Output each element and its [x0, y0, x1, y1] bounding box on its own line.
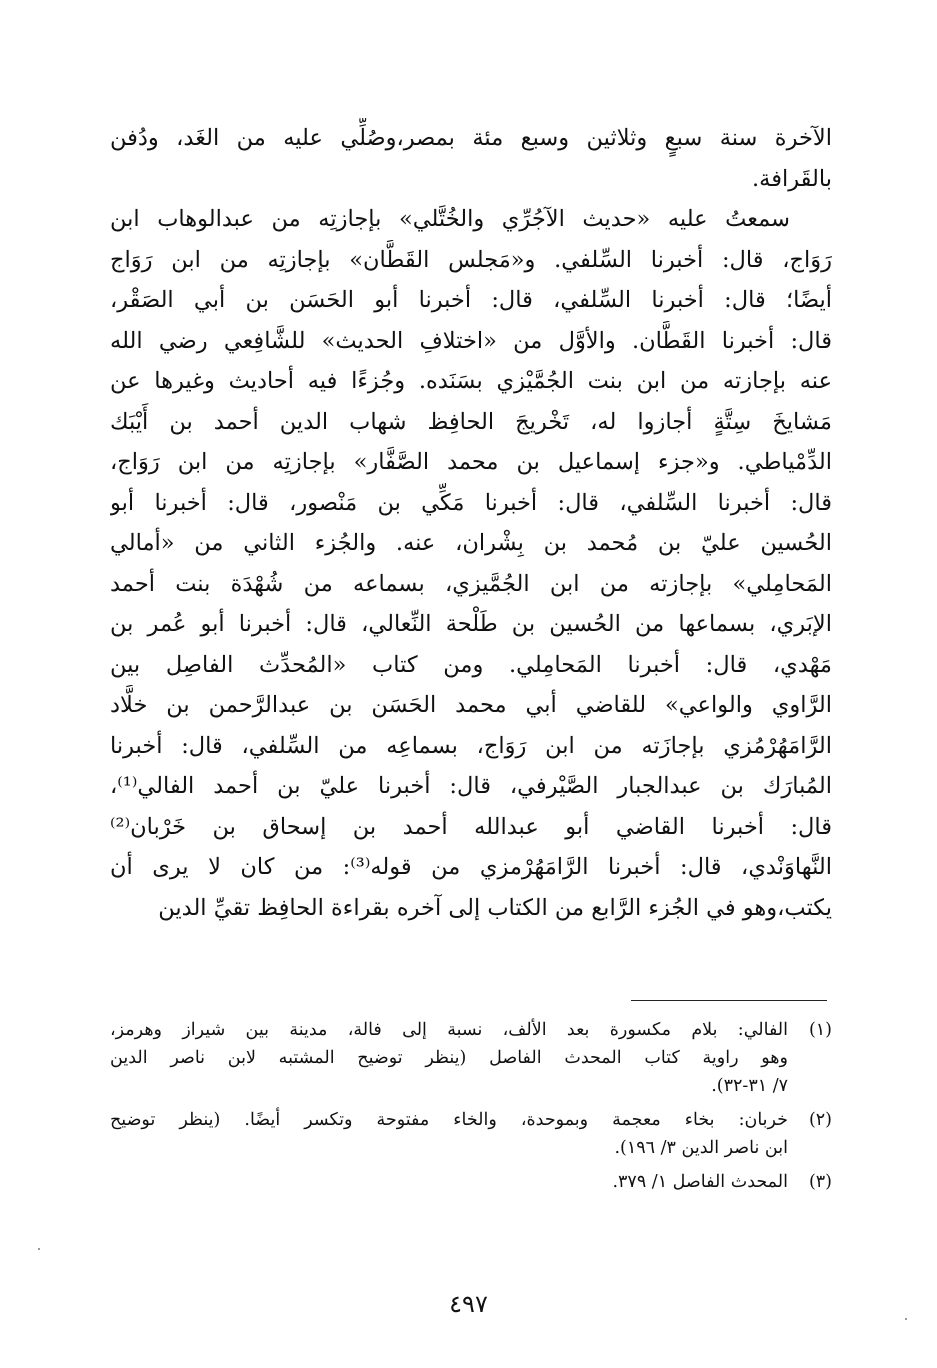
text-line: الدِّمْياطي. و«جزء إسماعيل بن محمد الصَّفَّار» بإجازتِه من ابن رَوَاج،: [110, 449, 832, 475]
footnote: [110, 1106, 832, 1162]
footnote-body: [110, 1016, 788, 1100]
text-line: قال: أخبرنا السِّلفي، قال: أخبرنا مَكِّي بن مَنْصور، قال: أخبرنا أبو: [110, 489, 832, 516]
footnote: [110, 1016, 832, 1100]
text-line: المَحامِلي» بإجازته من ابن الجُمَّيزي، بسماعه من شُهْدَة بنت أحمد: [110, 570, 832, 597]
footnote-line: الفالي: بلام مكسورة بعد الألف، نسبة إلى فالة، مدينة بين شيراز وهرمز،: [110, 1020, 788, 1040]
text-line: الآخرة سنة سبعٍ وثلاثين وسبع مئة بمصر،وصُلِّي عليه من الغَد، ودُفن: [110, 125, 832, 151]
footnote-separator: [631, 1000, 827, 1001]
footnote-number: (٢): [808, 1110, 832, 1130]
page-number: ٤٩٧: [449, 1290, 488, 1318]
footnote-body: [110, 1106, 788, 1162]
text-line: قال: أخبرنا القاضي أبو عبدالله أحمد بن إسحاق بن خَرْبان⁽²⁾: [110, 813, 832, 840]
footnote-line: وهو راوية كتاب المحدث الفاصل (ينظر توضيح المشتبه لابن ناصر الدين: [110, 1048, 788, 1068]
text-line: الرَّاوي والواعي» للقاضي أبي محمد الحَسَن بن عبدالرَّحمن بن خلَّاد: [110, 692, 832, 718]
text-line: رَوَاج، قال: أخبرنا السِّلفي. و«مَجلس القَطَّان» بإجازتِه من ابن رَوَاج: [110, 246, 832, 273]
footnote-line: ٧/ ٣١-٣٢).: [711, 1076, 788, 1096]
footnotes: [110, 1016, 832, 1202]
text-line: بالقَرافة.: [752, 165, 832, 192]
scan-speck: [38, 1248, 40, 1250]
text-line: عنه بإجازته من ابن بنت الجُمَّيْزي بسَنَده. وجُزءًا فيه أحاديث وغيرها عن: [110, 368, 832, 394]
footnote-line: ابن ناصر الدين ٣/ ١٩٦).: [614, 1138, 788, 1158]
footnote-line: المحدث الفاصل ١/ ٣٧٩.: [612, 1172, 788, 1192]
text-line: أيضًا؛ قال: أخبرنا السِّلفي، قال: أخبرنا أبو الحَسَن بن أبي الصَقْر،: [110, 287, 832, 313]
text-line: المُبارَك بن عبدالجبار الصَّيْرفي، قال: أخبرنا عليّ بن أحمد الفالي⁽¹⁾،: [110, 773, 832, 799]
footnote: [110, 1168, 832, 1196]
text-line: مَشايخَ سِتَّةٍ أجازوا له، تَخْريجَ الحافِظ شهاب الدين أحمد بن أَيْبَك: [110, 408, 832, 435]
scan-speck: [905, 1318, 907, 1320]
text-line: الرَّامَهُرْمُزي بإجازَته من ابن رَوَاج، بسماعِه من السِّلفي، قال: أخبرنا: [110, 732, 832, 759]
main-text: [110, 118, 832, 928]
text-line: النَّهاوَنْدي، قال: أخبرنا الرَّامَهُرْمزي من قوله⁽³⁾: من كان لا يرى أن: [110, 854, 832, 880]
footnote-line: خربان: بخاء معجمة وبموحدة، والخاء مفتوحة وتكسر أيضًا. (ينظر توضيح: [110, 1110, 788, 1130]
text-line: الإبَري، بسماعها من الحُسين بن طَلْحة النِّعالي، قال: أخبرنا أبو عُمر بن: [110, 611, 832, 637]
text-line: يكتب،وهو في الجُزء الرَّابع من الكتاب إلى آخره بقراءة الحافِظ تقيِّ الدين: [158, 894, 832, 921]
footnote-number: (٣): [808, 1172, 832, 1192]
text-line: مَهْدي، قال: أخبرنا المَحامِلي. ومن كتاب «المُحدِّث الفاصِل بين: [110, 651, 832, 678]
text-line: سمعتُ عليه «حديث الآجُرِّي والخُتَّلي» بإجازتِه من عبدالوهاب ابن: [110, 206, 790, 232]
footnote-body: [110, 1168, 788, 1196]
footnote-number: (١): [808, 1020, 832, 1040]
text-line: الحُسين عليّ بن مُحمد بن بِشْران، عنه. والجُزء الثاني من «أمالي: [110, 530, 832, 556]
text-line: قال: أخبرنا القَطَّان. والأوَّل من «اختلافِ الحديث» للشَّافِعي رضي الله: [110, 327, 832, 354]
